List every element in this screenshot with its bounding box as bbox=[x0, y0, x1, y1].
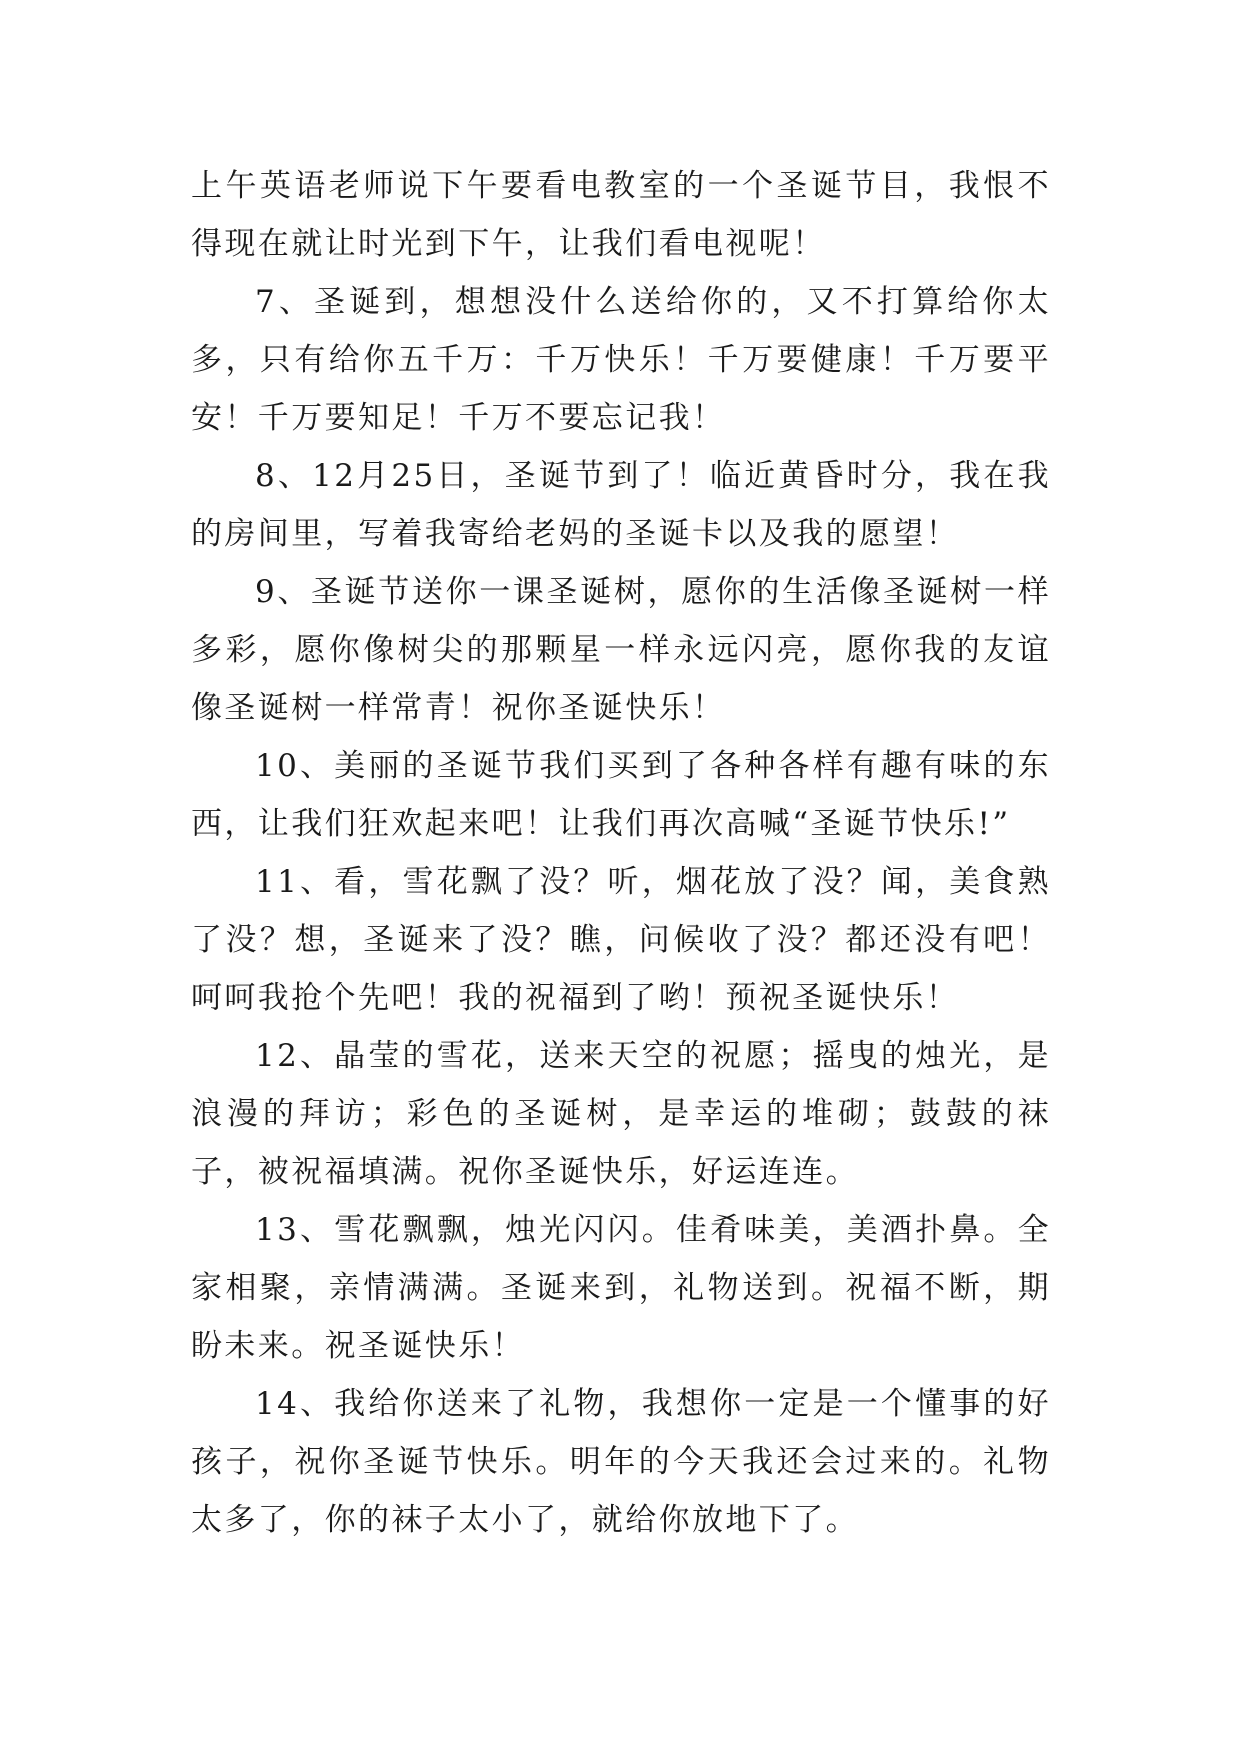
paragraph-item-12: 12、晶莹的雪花，送来天空的祝愿；摇曳的烛光，是浪漫的拜访；彩色的圣诞树，是幸运的堆砌；鼓鼓的袜子，被祝福填满。祝你圣诞快乐，好运连连。 bbox=[191, 1038, 1051, 1190]
paragraph-item-10: 10、美丽的圣诞节我们买到了各种各样有趣有味的东西，让我们狂欢起来吧！让我们再次高喊“圣诞节快乐!” bbox=[191, 748, 1051, 842]
paragraph-intro: 上午英语老师说下午要看电教室的一个圣诞节目，我恨不得现在就让时光到下午，让我们看电视呢！ bbox=[191, 168, 1051, 262]
paragraph-item-7: 7、圣诞到，想想没什么送给你的，又不打算给你太多，只有给你五千万：千万快乐！千万要健康！千万要平安！千万要知足！千万不要忘记我！ bbox=[191, 284, 1051, 436]
paragraph-item-14: 14、我给你送来了礼物，我想你一定是一个懂事的好孩子，祝你圣诞节快乐。明年的今天我还会过来的。礼物太多了，你的袜子太小了，就给你放地下了。 bbox=[191, 1386, 1051, 1538]
paragraph-item-8: 8、12月25日，圣诞节到了！临近黄昏时分，我在我的房间里，写着我寄给老妈的圣诞卡以及我的愿望！ bbox=[191, 458, 1051, 552]
paragraph-item-11: 11、看，雪花飘了没？听，烟花放了没？闻，美食熟了没？想，圣诞来了没？瞧，问候收了没？都还没有吧！呵呵我抢个先吧！我的祝福到了哟！预祝圣诞快乐！ bbox=[191, 864, 1051, 1016]
paragraph-item-13: 13、雪花飘飘，烛光闪闪。佳肴味美，美酒扑鼻。全家相聚，亲情满满。圣诞来到，礼物送到。祝福不断，期盼未来。祝圣诞快乐！ bbox=[191, 1212, 1051, 1364]
document-page bbox=[191, 157, 1051, 1549]
paragraph-item-9: 9、圣诞节送你一课圣诞树，愿你的生活像圣诞树一样多彩，愿你像树尖的那颗星一样永远闪亮，愿你我的友谊像圣诞树一样常青！祝你圣诞快乐！ bbox=[191, 574, 1051, 726]
